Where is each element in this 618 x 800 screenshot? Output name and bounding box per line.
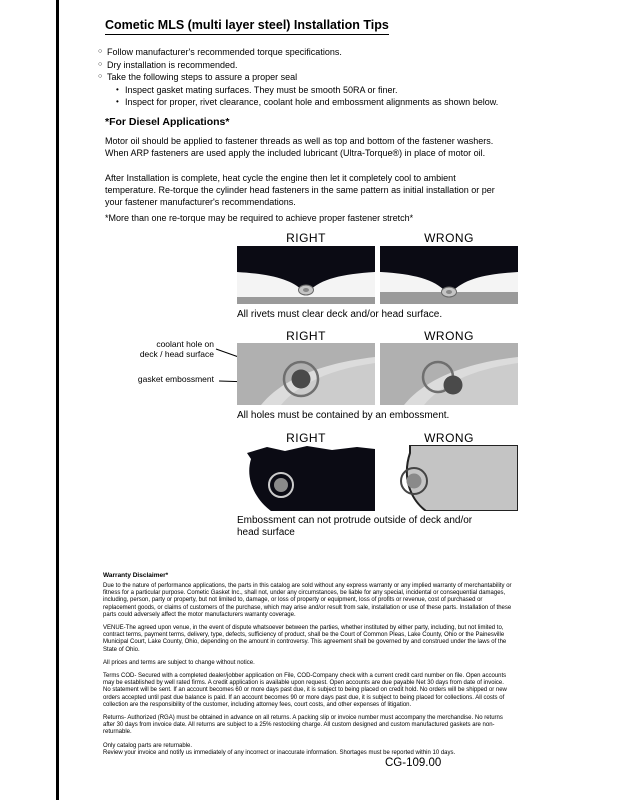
coolant-hole-label-line1: coolant hole on bbox=[156, 339, 214, 349]
diesel-paragraph-1: Motor oil should be applied to fastener threads as well as top and bottom of the fastener washers. When ARP fasteners are used apply the included lubricant (Ultra-Torque®) in place of motor oil. bbox=[105, 136, 494, 158]
list-item bbox=[98, 59, 518, 72]
page-title: Cometic MLS (multi layer steel) Installation Tips bbox=[105, 18, 389, 35]
warranty-paragraph: Only catalog parts are returnable. bbox=[103, 742, 193, 749]
row3-caption: Embossment can not protrude outside of deck and/or head surface bbox=[237, 515, 473, 538]
page-number: CG-109.00 bbox=[385, 757, 442, 769]
coolant-hole-right-diagram bbox=[237, 343, 375, 405]
rivet-right-diagram bbox=[237, 246, 375, 304]
diesel-applications-heading: *For Diesel Applications* bbox=[105, 116, 230, 128]
bullet-icon: ○ bbox=[98, 60, 103, 68]
warranty-disclaimer bbox=[103, 572, 513, 757]
gasket-embossment-label: gasket embossment bbox=[137, 374, 214, 384]
warranty-paragraph: Due to the nature of performance applications, the parts in this catalog are sold without any express warranty or any implied warranty of merchantability or fitness for a particular purpose. Cometic Gasket Inc., shall not, under any circumstances, be liable for any special, incidental or consequential damages, including, person, party or property, but not limited to, damage, or loss of property or equipment, loss of profits or revenue, cost of purchased or replacement goods, or claims of customers of the purchase, which may arise and/or result from sale, installation or use of these parts. Installation of these parts could adversely affect the motor manufacturers warranty coverage. bbox=[103, 583, 512, 618]
row2-caption: All holes must be contained by an embossment. bbox=[237, 410, 450, 421]
row1-caption: All rivets must clear deck and/or head surface. bbox=[237, 309, 443, 320]
row3-right-header: RIGHT bbox=[286, 431, 326, 445]
list-item bbox=[98, 71, 518, 84]
list-item bbox=[98, 46, 518, 59]
list-item bbox=[116, 96, 518, 109]
coolant-hole-label-line2: deck / head surface bbox=[139, 349, 214, 359]
row1-right-header: RIGHT bbox=[286, 231, 326, 245]
diesel-paragraph-2: After Installation is complete, heat cycle the engine then let it completely cool to ambient temperature. Re-torque the cylinder head fasteners in the same pattern as initial installation or per your fastener manufacturer's recommendations. bbox=[105, 173, 495, 207]
warranty-paragraph: All prices and terms are subject to change without notice. bbox=[103, 659, 255, 666]
row1-wrong-header: WRONG bbox=[424, 231, 474, 245]
warranty-paragraph: Review your invoice and notify us immediately of any incorrect or inaccurate information. Shortages must be reported within 10 days. bbox=[103, 749, 456, 756]
rivet-wrong-diagram bbox=[380, 246, 518, 304]
bullet-icon: • bbox=[116, 97, 119, 106]
list-item-text: Take the following steps to assure a proper seal bbox=[107, 72, 298, 82]
warranty-paragraph: Terms COD- Secured with a completed dealer/jobber application on File, COD-Company check with a current credit card number on file. Open accounts may be established by well rated firms. A credit application is available upon request. Open accounts are due payable Net 30 days from date of invoice. No statement will be sent. If an account becomes 60 or more days past due, it is subject to being placed on credit hold. No orders will be shipped or new orders accepted until past due balance is paid. If an account becomes 90 or more days past due, it is subject to being placed for collections. All costs of collection are the responsibility of the customer, including attorney fees, court costs, and other expenses of litigation. bbox=[103, 673, 507, 708]
list-item-text: Follow manufacturer's recommended torque specifications. bbox=[107, 47, 342, 57]
embossment-wrong-diagram bbox=[380, 445, 518, 511]
bullet-icon: ○ bbox=[98, 73, 103, 80]
row2-wrong-header: WRONG bbox=[424, 329, 474, 343]
list-item bbox=[116, 84, 518, 97]
warranty-heading: Warranty Disclaimer* bbox=[103, 572, 169, 579]
row3-wrong-header: WRONG bbox=[424, 431, 474, 445]
installation-tips-list bbox=[98, 46, 518, 109]
warranty-paragraph: VENUE-The agreed upon venue, in the event of dispute whatsoever between the parties, whether instituted by either party, including, but not limited to, contract terms, payment terms, delivery, type, defects, sufficiency of product, shall be the Court of Common Pleas, Lake County, Ohio or the Painesville Municipal Court, Lake County, Ohio, depending on the amount in controversy. This agreement shall be governed by and construed under the laws of the State of Ohio. bbox=[103, 625, 507, 653]
coolant-hole-wrong-diagram bbox=[380, 343, 518, 405]
list-item-text: Inspect for proper, rivet clearance, coolant hole and embossment alignments as shown below. bbox=[125, 97, 499, 107]
page-left-border bbox=[56, 0, 59, 800]
embossment-right-diagram bbox=[237, 445, 375, 511]
bullet-icon: • bbox=[116, 84, 119, 94]
bullet-icon: ○ bbox=[98, 48, 103, 55]
retorque-note: *More than one re-torque may be required to achieve proper fastener stretch* bbox=[105, 213, 414, 223]
warranty-paragraph: Returns- Authorized (RGA) must be obtained in advance on all returns. A packing slip or invoice number must accompany the merchandise. No returns after 30 days from invoice date. All returns are subject to a 25% restocking charge. All custom designed and custom manufactured gaskets are non-returnable. bbox=[103, 715, 503, 736]
row2-right-header: RIGHT bbox=[286, 329, 326, 343]
list-item-text: Dry installation is recommended. bbox=[107, 59, 238, 70]
list-item-text: Inspect gasket mating surfaces. They must be smooth 50RA or finer. bbox=[125, 84, 398, 95]
